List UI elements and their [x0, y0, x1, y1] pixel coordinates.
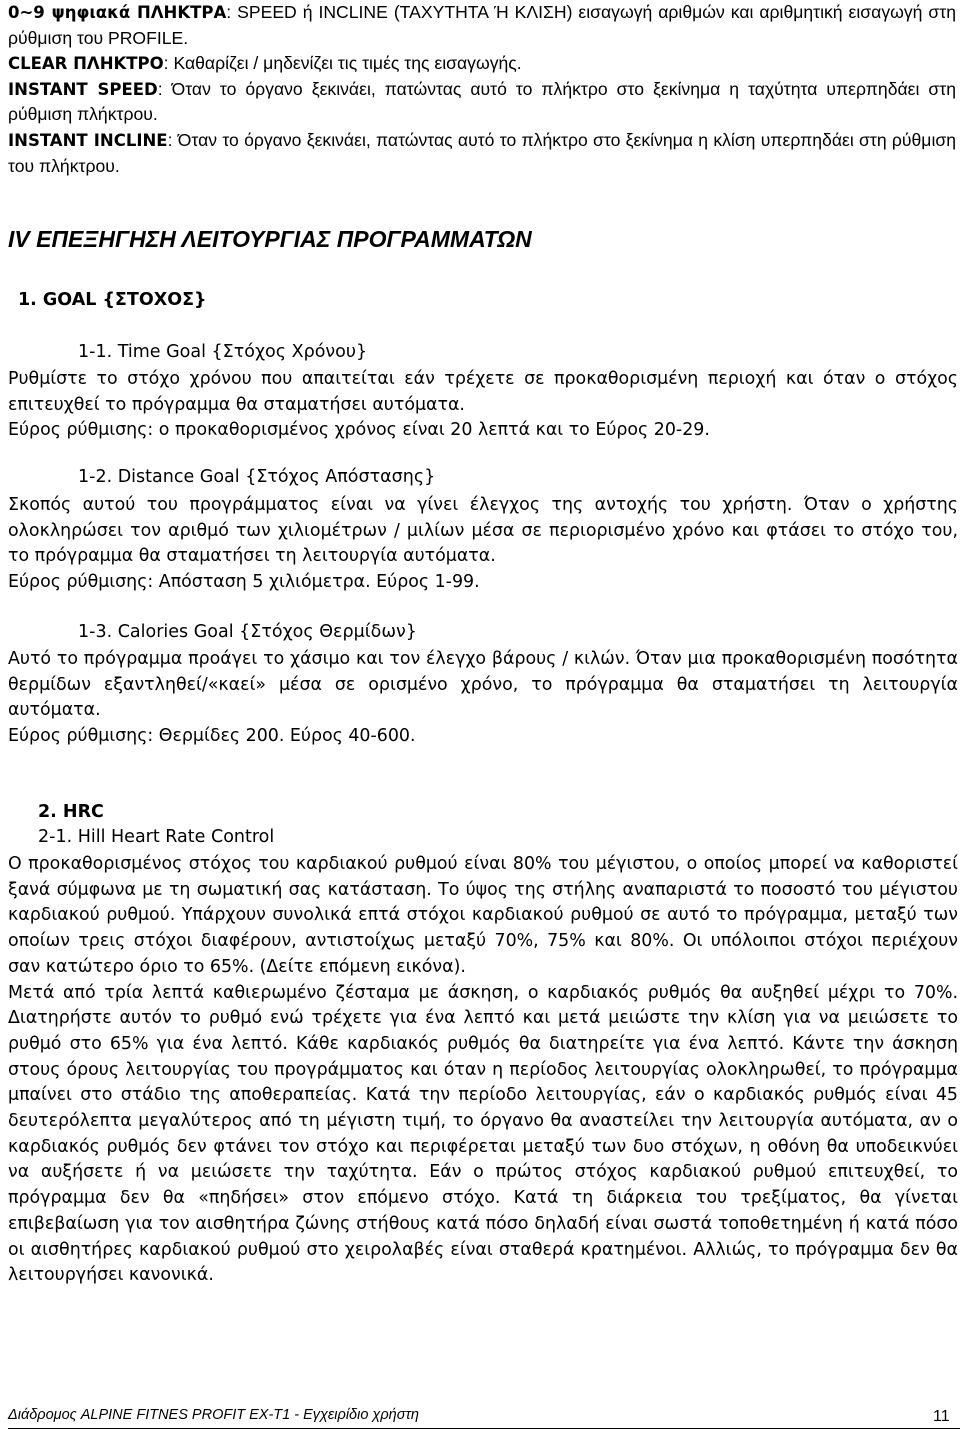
intro-item	[8, 128, 956, 179]
page-number: 11	[933, 1408, 950, 1425]
time-goal-text	[8, 367, 958, 444]
intro-term: 0~9 ψηφιακά ΠΛΗΚΤΡΑ	[8, 3, 227, 22]
paragraph: Ρυθμίστε το στόχο χρόνου που απαιτείται εάν τρέχετε σε προκαθορισμένη περιοχή και όταν ο στόχος επιτευχθεί το πρόγραμμα θα σταματήσει αυτόματα.	[8, 369, 958, 415]
intro-block	[8, 0, 956, 179]
goal-title: 1. GOAL {ΣΤΟΧΟΣ}	[18, 290, 207, 310]
intro-term: INSTANT INCLINE	[8, 130, 168, 150]
paragraph: Σκοπός αυτού του προγράμματος είναι να γίνει έλεγχος της αντοχής του χρήστη. Όταν ο χρήστης ολοκληρώσει τον αριθμό των χιλιομέτρων / μιλίων μέσα σε περιορισμένο χρόνο και φτάσει το στόχο του, το πρόγραμμα θα σταματήσει τη λειτουργία αυτόματα.	[8, 495, 958, 567]
intro-text: : Όταν το όργανο ξεκινάει, πατώντας αυτό το πλήκτρο στο ξεκίνημα η κλίση υπερπηδάει στη ρύθμιση του πλήκτρου.	[8, 129, 957, 176]
intro-text: : Όταν το όργανο ξεκινάει, πατώντας αυτό το πλήκτρο στο ξεκίνημα η ταχύτητα υπερπηδάει στη ρύθμιση πλήκτρου.	[8, 78, 956, 125]
paragraph: Εύρος ρύθμισης: Θερμίδες 200. Εύρος 40-600.	[8, 726, 416, 747]
hrc-text	[8, 852, 958, 1289]
paragraph: Εύρος ρύθμισης: Απόσταση 5 χιλιόμετρα. Εύρος 1-99.	[8, 572, 480, 593]
calories-goal-subtitle: 1-3. Calories Goal {Στόχος Θερμίδων}	[78, 622, 417, 642]
paragraph: Ο προκαθορισμένος στόχος του καρδιακού ρυθμού είναι 80% του μέγιστου, ο οποίος μπορεί να καθοριστεί ξανά σύμφωνα με τη σωματική σας κατάσταση. Το ύψος της στήλης αναπαριστά το ποσοστό του μέγιστου καρδιακού ρυθμού. Υπάρχουν συνολικά επτά στόχοι καρδιακού ρυθμού σε αυτό το πρόγραμμα, μεταξύ των οποίων τρεις στόχοι διαφέρουν, αντιστοίχως μεταξύ 70%, 75% και 80%. Οι υπόλοιποι στόχοι περιέχουν σαν κατώτερο όριο το 65%. (Δείτε επόμενη εικόνα).	[8, 854, 958, 977]
intro-item	[8, 51, 956, 77]
calories-goal-text	[8, 647, 958, 750]
intro-text: : SPEED ή INCLINE (ΤΑΧΥΤΗΤΑ Ή ΚΛΙΣΗ) εισαγωγή αριθμών και αριθμητική εισαγωγή στη ρύθμιση του PROFILE.	[8, 2, 956, 48]
distance-goal-subtitle: 1-2. Distance Goal {Στόχος Απόστασης}	[78, 467, 436, 487]
distance-goal-text	[8, 493, 958, 596]
footer-title: Διάδρομος ALPINE FITNES PROFIT EX-T1 - Εγχειρίδιο χρήστη	[8, 1407, 419, 1423]
footer-divider	[8, 1428, 960, 1429]
time-goal-subtitle: 1-1. Time Goal {Στόχος Χρόνου}	[78, 342, 368, 362]
paragraph: Εύρος ρύθμισης: ο προκαθορισμένος χρόνος είναι 20 λεπτά και το Εύρος 20-29.	[8, 420, 710, 441]
paragraph: Αυτό το πρόγραμμα προάγει το χάσιμο και τον έλεγχο βάρους / κιλών. Όταν μια προκαθορισμένη ποσότητα θερμίδων εξαντληθεί/«καεί» μέσα σε ορισμένο χρόνο, το πρόγραμμα θα σταματήσει τη λειτουργία αυτόματα.	[8, 649, 958, 721]
hrc-subtitle: 2-1. Hill Heart Rate Control	[38, 827, 275, 847]
intro-term: CLEAR ΠΛΗΚΤΡΟ	[8, 54, 164, 74]
paragraph: Μετά από τρία λεπτά καθιερωμένο ζέσταμα με άσκηση, ο καρδιακός ρυθμός θα αυξηθεί μέχρι το 70%. Διατηρήστε αυτόν το ρυθμό ενώ τρέχετε για ένα λεπτό και μετά μειώστε την κλίση για να μειώσετε το ρυθμό στο 65% για ένα λεπτό. Κάθε καρδιακός ρυθμός θα διατηρείτε για ένα λεπτό. Κάντε την άσκηση στους όρους λειτουργίας του προγράμματος και όταν η περίοδος λειτουργίας ολοκληρωθεί, το πρόγραμμα μπαίνει στο στάδιο της αποθεραπείας. Κατά την περίοδο λειτουργίας, εάν ο καρδιακός ρυθμός είναι 45 δευτερόλεπτα μεγαλύτερος από τη μέγιστη τιμή, το όργανο θα αναστείλει την λειτουργία αυτόματα, αν ο καρδιακός ρυθμός δεν φτάνει τον στόχο και περιφέρεται μεταξύ των δυο στόχων, η οθόνη θα υποδεικνύει να αυξήσετε ή να μειώσετε την ταχύτητα. Εάν ο πρώτος στόχος καρδιακού ρυθμού επιτευχθεί, το πρόγραμμα δεν θα «πηδήσει» στον επόμενο στόχο. Κατά τη διάρκεια του τρεξίματος, θα γίνεται επιβεβαίωση για τον αισθητήρα ζώνης στήθους κατά πόσο δηλαδή είναι σωστά τοποθετημένη ή κατά πόσο οι αισθητήρες καρδιακού ρυθμού στο χειρολαβές είναι σταθερά κρατημένοι. Αλλιώς, το πρόγραμμα δεν θα λειτουργήσει κανονικά.	[8, 982, 958, 1286]
hrc-title: 2. HRC	[38, 802, 104, 822]
intro-item	[8, 0, 956, 51]
intro-text: : Καθαρίζει / μηδενίζει τις τιμές της εισαγωγής.	[163, 53, 522, 74]
intro-term: INSTANT SPEED	[8, 79, 158, 99]
section-heading: IV ΕΠΕΞΗΓΗΣΗ ΛΕΙΤΟΥΡΓΙΑΣ ΠΡΟΓΡΑΜΜΑΤΩΝ	[8, 226, 532, 252]
intro-item	[8, 77, 956, 128]
